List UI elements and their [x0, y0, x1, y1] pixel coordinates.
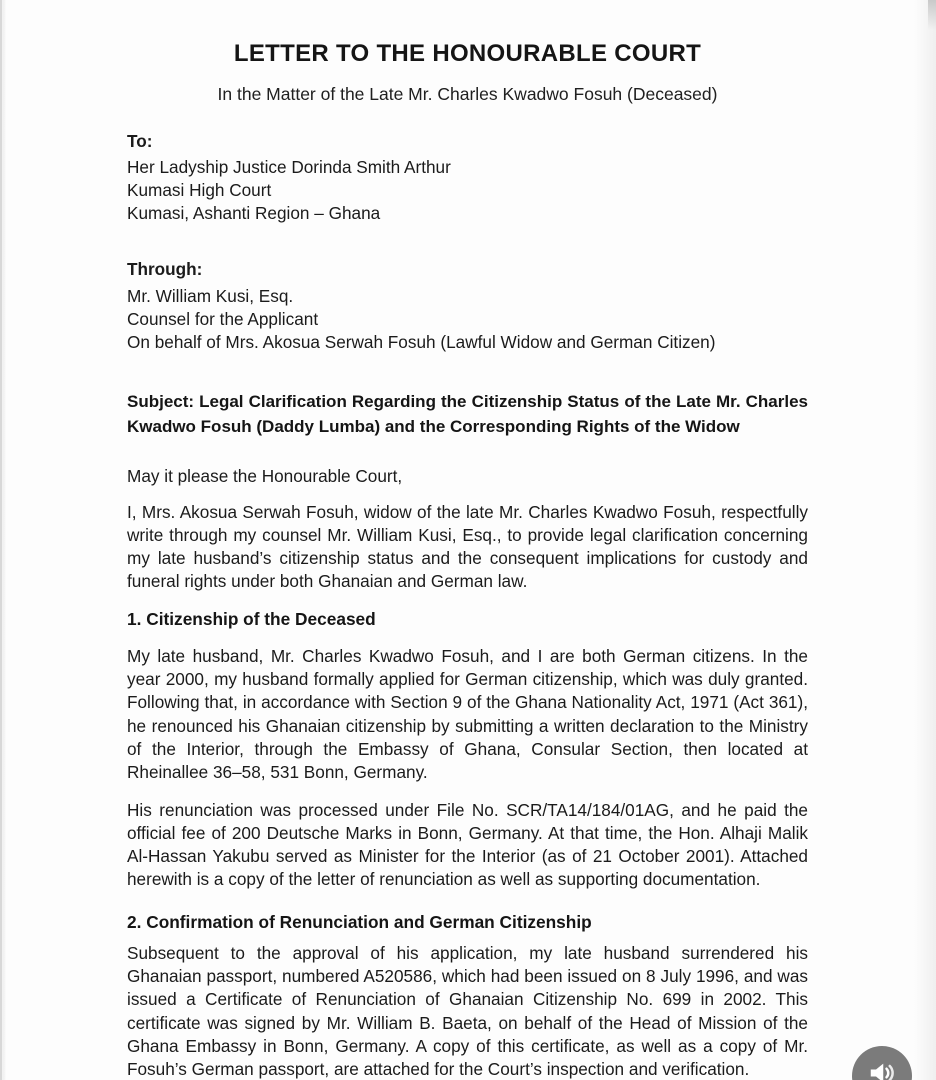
page-edge-left: [0, 0, 6, 1080]
page-edge-top-right: [928, 0, 936, 30]
section-1-paragraph-2: His renunciation was processed under File No. SCR/TA14/184/01AG, and he paid the official fee of 200 Deutsche Marks in Bonn, Germany. At that time, the Hon. Alhaji Malik Al-Hassan Yakubu served as Minister for the Interior (as of 21 October 2001). Attached herewith is a copy of the letter of renunciation as well as supporting documentation.: [127, 799, 808, 890]
recipient-line: Kumasi, Ashanti Region – Ghana: [127, 203, 381, 224]
through-line: On behalf of Mrs. Akosua Serwah Fosuh (Lawful Widow and German Citizen): [127, 331, 716, 352]
page-edge-right: [914, 0, 936, 1080]
subject-line: Subject: Legal Clarification Regarding the Citizenship Status of the Late Mr. Charles Kwadwo Fosuh (Daddy Lumba) and the Corresponding Rights of the Widow: [127, 391, 808, 436]
section-1-heading: 1. Citizenship of the Deceased: [127, 608, 376, 629]
recipient-block: [127, 130, 808, 225]
through-line: Counsel for the Applicant: [127, 308, 319, 329]
recipient-line: Her Ladyship Justice Dorinda Smith Arthur: [127, 157, 451, 178]
intro-paragraph: I, Mrs. Akosua Serwah Fosuh, widow of the late Mr. Charles Kwadwo Fosuh, respectfully write through my counsel Mr. William Kusi, Esq., to provide legal clarification concerning my late husband’s citizenship status and the consequent implications for custody and funeral rights under both Ghanaian and German law.: [127, 501, 808, 592]
mute-button[interactable]: [852, 1046, 912, 1080]
recipient-line: Kumasi High Court: [127, 180, 272, 201]
section-2-heading: 2. Confirmation of Renunciation and German Citizenship: [127, 911, 592, 932]
page-title: LETTER TO THE HONOURABLE COURT: [233, 40, 702, 67]
through-label: Through:: [127, 259, 203, 280]
salutation: May it please the Honourable Court,: [127, 465, 403, 486]
recipient-label: To:: [127, 131, 153, 151]
section-1-paragraph-1: My late husband, Mr. Charles Kwadwo Fosuh, and I are both German citizens. In the year 2000, my husband formally applied for German citizenship, which was duly granted. Following that, in accordance with Section 9 of the Ghana Nationality Act, 1971 (Act 361), he renounced his Ghanaian citizenship by submitting a written declaration to the Ministry of the Interior, through the Embassy of Ghana, Consular Section, then located at Rheinallee 36–58, 531 Bonn, Germany.: [127, 645, 808, 783]
through-line: Mr. William Kusi, Esq.: [127, 285, 294, 306]
page-subtitle: In the Matter of the Late Mr. Charles Kwadwo Fosuh (Deceased): [217, 84, 718, 104]
through-block: [127, 258, 808, 353]
section-2-paragraph-1: Subsequent to the approval of his application, my late husband surrendered his Ghanaian passport, numbered A520586, which had been issued on 8 July 1996, and was issued a Certificate of Renunciation of Ghanaian Citizenship No. 699 in 2002. This certificate was signed by Mr. William B. Baeta, on behalf of the Head of Mission of the Ghana Embassy in Bonn, Germany. A copy of this certificate, as well as a copy of Mr. Fosuh’s German passport, are attached for the Court’s inspection and verification.: [127, 942, 808, 1080]
speaker-icon: [867, 1064, 897, 1080]
letter-content: [127, 0, 808, 1080]
